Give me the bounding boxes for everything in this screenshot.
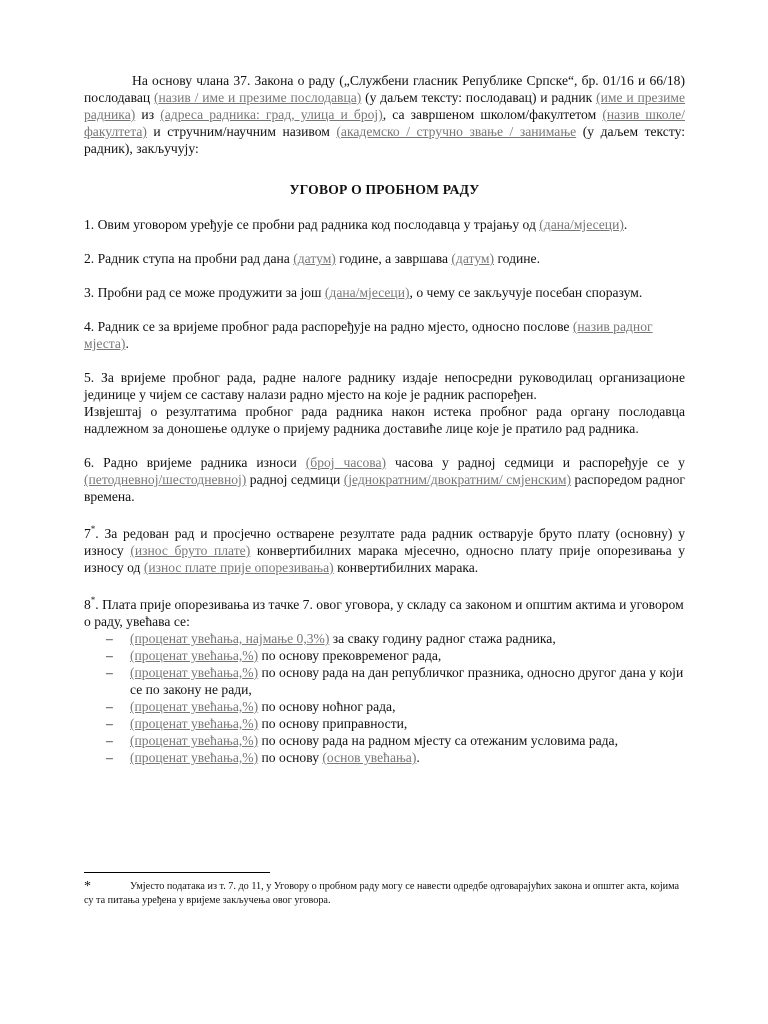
- placeholder-percent: (проценат увећања,%): [130, 699, 259, 714]
- section-text: 3. Пробни рад се може продужити за још: [84, 285, 325, 300]
- intro-paragraph: [84, 72, 685, 157]
- placeholder-end-date: (датум): [451, 251, 495, 266]
- placeholder-job-position: (назив радног мјеста): [84, 319, 653, 351]
- placeholder-pretax-salary: (износ плате прије опорезивања): [143, 560, 334, 575]
- section-text: 1. Овим уговором уређује се пробни рад радника код послодавца у трајању од: [84, 217, 540, 232]
- placeholder-percent: (проценат увећања,%): [130, 750, 259, 765]
- list-item: [84, 647, 685, 664]
- placeholder-percent: (проценат увећања, најмање 0,3%): [130, 631, 330, 646]
- section-3: [84, 284, 685, 301]
- list-item-text: по основу ноћног рада,: [258, 699, 396, 714]
- list-item: [84, 715, 685, 732]
- placeholder-week-type: (петодневној/шестодневној): [84, 472, 247, 487]
- placeholder-extension: (дана/мјесеци): [324, 285, 410, 300]
- section-text: .: [623, 217, 628, 232]
- section-4: [84, 318, 685, 352]
- section-5a: 5. За вријеме пробног рада, радне налоге раднику издаје непосредни руководилац организационе јединице у чијем се саставу налази радно мјесто на које је радник распоређен.: [84, 370, 685, 402]
- document-title: УГОВОР О ПРОБНОМ РАДУ: [289, 182, 480, 197]
- section-5b: Извјештај о резултатима пробног рада радника након истека пробног рада органу послодавца надлежном за доношење одлуке о пријему радника доставиће лице које је пратило рад радника.: [84, 404, 685, 436]
- list-item: [84, 630, 685, 647]
- intro-text: и стручним/научним називом: [146, 124, 337, 139]
- footnote-text: Умјесто података из т. 7. до 11, у Уговору о пробном раду могу се навести одредбе одговарајућих закона и општег акта, којима су та питања уређена у вријеме закључења овог уговора.: [84, 881, 680, 906]
- section-text: године, а завршава: [335, 251, 452, 266]
- list-item-text: по основу рада на радном мјесту са отежаним условима рада,: [258, 733, 618, 748]
- section-2: [84, 250, 685, 267]
- intro-text: , са завршеном школом/факултетом: [382, 107, 603, 122]
- placeholder-increase-basis: (основ увећања): [322, 750, 417, 765]
- section-text: конвертибилних марака.: [333, 560, 479, 575]
- document-body: [84, 72, 685, 766]
- placeholder-percent: (проценат увећања,%): [130, 665, 259, 680]
- placeholder-employer-name: (назив / име и презиме послодавца): [153, 90, 362, 105]
- section-text: , о чему се закључује посебан споразум.: [409, 285, 643, 300]
- section-text: распоредом радног времена.: [84, 472, 685, 504]
- list-item: [84, 698, 685, 715]
- section-text: часова у радној седмици и распоређује се у: [386, 455, 685, 470]
- intro-text: (у даљем тексту: радник), закључују:: [84, 124, 685, 156]
- intro-text: На основу члана 37. Закона о раду („Службени гласник Републике Српске“, бр. 01/16 и 66/18) послодавац: [84, 73, 685, 105]
- placeholder-shift-type: (једнократним/двократним/ смјенским): [343, 472, 572, 487]
- footnote: [84, 880, 685, 908]
- section-text: 6. Радно вријеме радника износи: [84, 455, 306, 470]
- section-text: 4. Радник се за вријеме пробног рада распоређује на радно мјесто, односно послове: [84, 319, 573, 334]
- placeholder-gross-salary: (износ бруто плате): [130, 543, 251, 558]
- footnote-marker: *: [90, 524, 96, 534]
- list-item-text: по основу: [258, 750, 323, 765]
- list-item-text: по основу прековременог рада,: [258, 648, 442, 663]
- placeholder-start-date: (датум): [293, 251, 336, 266]
- section-1: [84, 216, 685, 233]
- section-8: [84, 596, 685, 630]
- placeholder-school-name: (назив школе/факултета): [84, 107, 685, 139]
- list-item-text: по основу приправности,: [258, 716, 408, 731]
- section-text: . За редован рад и просјечно остварене резултате рада радник остварује бруто плату (основну) у износу: [84, 526, 685, 558]
- section-number: 7: [84, 526, 91, 541]
- placeholder-duration: (дана/мјесеци): [539, 217, 624, 232]
- increase-list: [84, 630, 685, 766]
- placeholder-percent: (проценат увећања,%): [130, 648, 259, 663]
- section-text: радној седмици: [246, 472, 344, 487]
- placeholder-employee-address: (адреса радника: град, улица и број): [160, 107, 383, 122]
- section-text: конвертибилних марака мјесечно, односно плату прије опорезивања у износу од: [84, 543, 685, 575]
- intro-text: из: [135, 107, 161, 122]
- list-item-text: .: [416, 750, 420, 765]
- section-6: [84, 454, 685, 505]
- section-text: .: [125, 336, 129, 351]
- list-item-text: за сваку годину радног стажа радника,: [329, 631, 556, 646]
- section-text: . Плата прије опорезивања из тачке 7. овог уговора, у складу са законом и општим актима и уговором о раду, увећава се:: [84, 597, 684, 629]
- list-item: [84, 749, 685, 766]
- placeholder-hours: (број часова): [305, 455, 387, 470]
- footnote-marker: *: [84, 879, 91, 894]
- list-item: [84, 732, 685, 749]
- footnote-separator: [84, 872, 270, 873]
- section-number: 8: [84, 597, 91, 612]
- list-item-text: по основу рада на дан републичког празника, односно другог дана у који се по закону не ради,: [130, 665, 684, 697]
- placeholder-percent: (проценат увећања,%): [130, 733, 259, 748]
- section-7: [84, 525, 685, 576]
- placeholder-percent: (проценат увећања,%): [130, 716, 259, 731]
- list-item: [84, 664, 685, 698]
- placeholder-title-occupation: (академско / стручно звање / занимање: [336, 124, 577, 139]
- footnote-marker: *: [90, 595, 96, 605]
- intro-text: (у даљем тексту: послодавац) и радник: [361, 90, 597, 105]
- placeholder-employee-name: (име и презиме радника): [84, 90, 686, 122]
- section-text: 2. Радник ступа на пробни рад дана: [84, 251, 294, 266]
- section-text: године.: [494, 251, 540, 266]
